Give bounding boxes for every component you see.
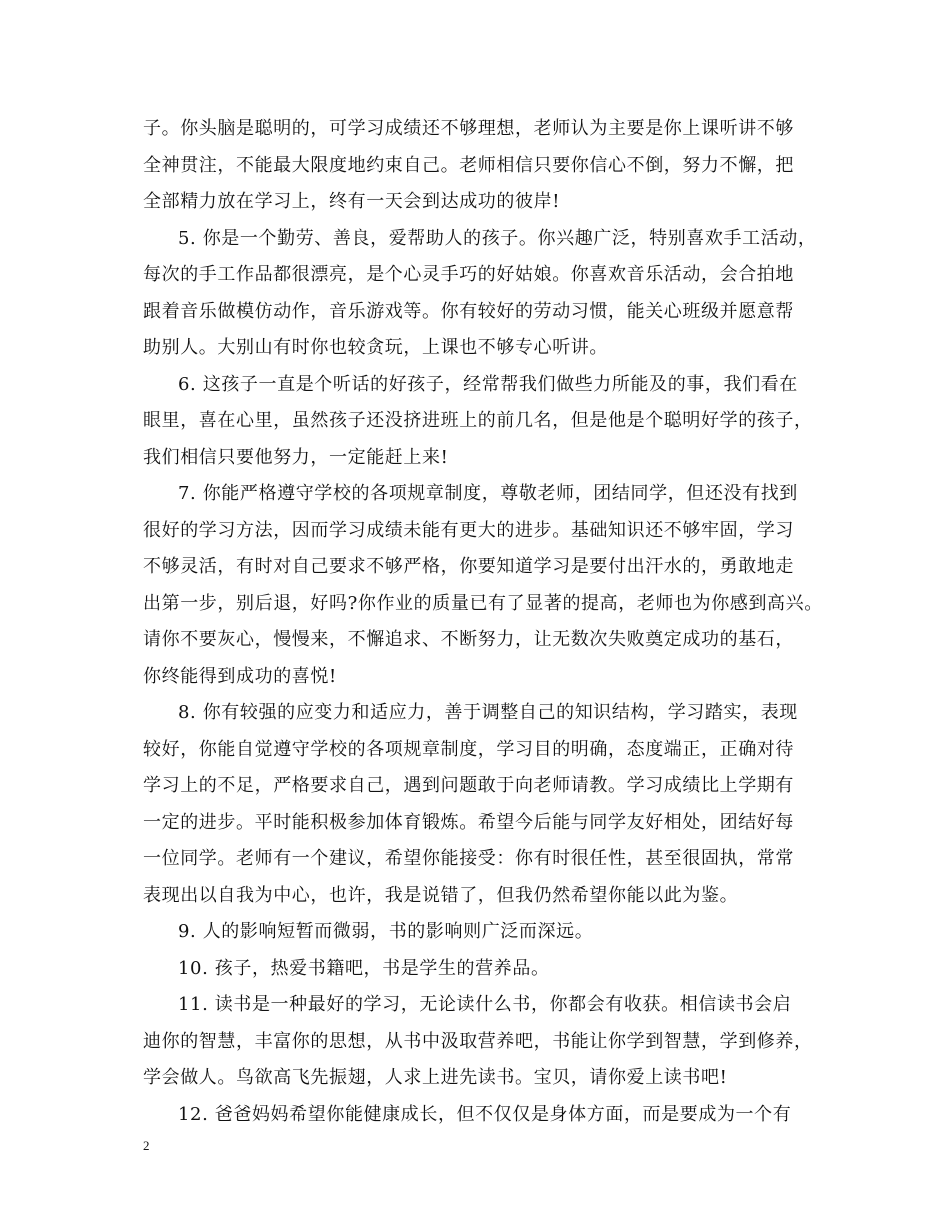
- text-line: 请你不要灰心，慢慢来，不懈追求、不断努力，让无数次失败奠定成功的基石，: [143, 629, 794, 650]
- paragraph-6-start: 6. 这孩子一直是个听话的好孩子，经常帮我们做些力所能及的事，我们看在: [178, 374, 798, 395]
- text-line: 跟着音乐做模仿动作，音乐游戏等。你有较好的劳动习惯，能关心班级并愿意帮: [143, 301, 794, 322]
- page-number: 2: [143, 1138, 150, 1153]
- text-line: 不够灵活，有时对自己要求不够严格，你要知道学习是要付出汗水的，勇敢地走: [143, 556, 794, 577]
- paragraph-10: 10. 孩子，热爱书籍吧，书是学生的营养品。: [178, 958, 550, 979]
- text-line: 表现出以自我为中心，也许，我是说错了，但我仍然希望你能以此为鉴。: [143, 885, 739, 906]
- text-line: 你终能得到成功的喜悦!: [143, 666, 337, 687]
- paragraph-5-start: 5. 你是一个勤劳、善良，爱帮助人的孩子。你兴趣广泛，特别喜欢手工活动，: [178, 228, 817, 249]
- text-line: 眼里，喜在心里，虽然孩子还没挤进班上的前几名，但是他是个聪明好学的孩子，: [143, 410, 813, 431]
- paragraph-12-start: 12. 爸爸妈妈希望你能健康成长，但不仅仅是身体方面，而是要成为一个有: [178, 1104, 792, 1125]
- text-line: 助别人。大别山有时你也较贪玩，上课也不够专心听讲。: [143, 337, 608, 358]
- paragraph-9: 9. 人的影响短暂而微弱，书的影响则广泛而深远。: [178, 921, 594, 942]
- text-line: 子。你头脑是聪明的，可学习成绩还不够理想，老师认为主要是你上课听讲不够: [143, 118, 794, 139]
- paragraph-7-start: 7. 你能严格遵守学校的各项规章制度，尊敬老师，团结同学，但还没有找到: [178, 483, 798, 504]
- text-line: 我们相信只要他努力，一定能赶上来!: [143, 447, 449, 468]
- text-line: 一位同学。老师有一个建议，希望你能接受：你有时很任性，甚至很固执，常常: [143, 848, 794, 869]
- paragraph-11-start: 11. 读书是一种最好的学习，无论读什么书，你都会有收获。相信读书会启: [178, 994, 792, 1015]
- text-line: 每次的手工作品都很漂亮，是个心灵手巧的好姑娘。你喜欢音乐活动，会合拍地: [143, 264, 794, 285]
- text-line: 全部精力放在学习上，终有一天会到达成功的彼岸!: [143, 191, 561, 212]
- text-line: 全神贯注，不能最大限度地约束自己。老师相信只要你信心不倒，努力不懈，把: [143, 155, 794, 176]
- text-line: 一定的进步。平时能积极参加体育锻炼。希望今后能与同学友好相处，团结好每: [143, 812, 794, 833]
- text-line: 很好的学习方法，因而学习成绩未能有更大的进步。基础知识还不够牢固，学习: [143, 520, 794, 541]
- paragraph-8-start: 8. 你有较强的应变力和适应力，善于调整自己的知识结构，学习踏实，表现: [178, 702, 798, 723]
- text-line: 学会做人。鸟欲高飞先振翅，人求上进先读书。宝贝，请你爱上读书吧!: [143, 1067, 728, 1088]
- text-line: 学习上的不足，严格要求自己，遇到问题敢于向老师请教。学习成绩比上学期有: [143, 775, 794, 796]
- text-line: 出第一步，别后退，好吗?你作业的质量已有了显著的提高，老师也为你感到高兴。: [143, 593, 823, 614]
- text-line: 迪你的智慧，丰富你的思想，从书中汲取营养吧，书能让你学到智慧，学到修养，: [143, 1031, 813, 1052]
- text-line: 较好，你能自觉遵守学校的各项规章制度，学习目的明确，态度端正，正确对待: [143, 739, 794, 760]
